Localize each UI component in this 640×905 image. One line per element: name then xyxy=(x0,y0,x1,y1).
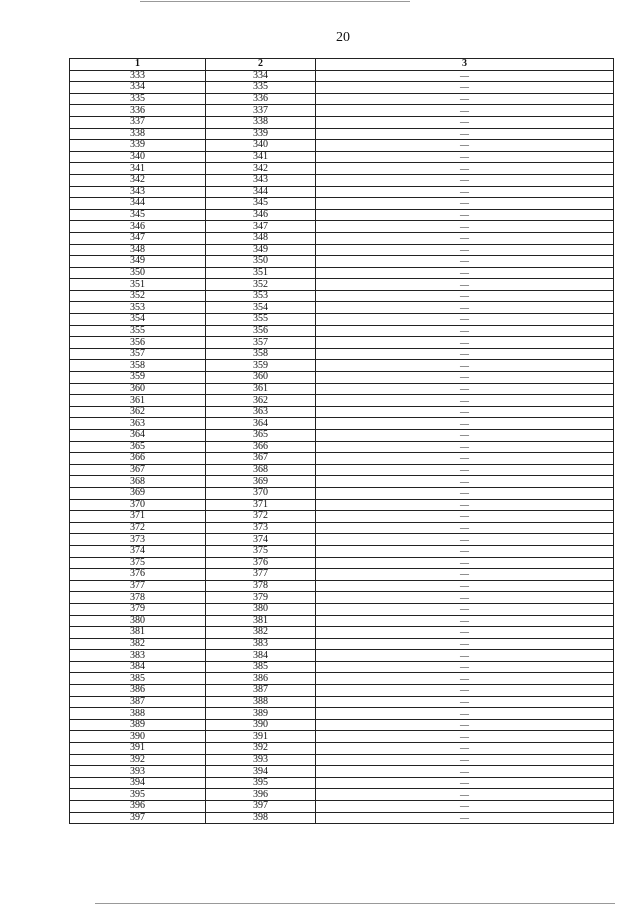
table-cell-col1: 368 xyxy=(70,476,206,488)
table-cell-col3: — xyxy=(316,743,614,755)
table-row xyxy=(70,638,614,650)
data-table xyxy=(69,58,614,824)
table-cell-col3: — xyxy=(316,615,614,627)
table-cell-col1: 350 xyxy=(70,267,206,279)
table-cell-col1: 385 xyxy=(70,673,206,685)
table-cell-col2: 392 xyxy=(206,743,316,755)
table-row xyxy=(70,522,614,534)
table-cell-col3: — xyxy=(316,650,614,662)
table-row xyxy=(70,719,614,731)
table-row xyxy=(70,603,614,615)
table-cell-col3: — xyxy=(316,580,614,592)
table-cell-col2: 371 xyxy=(206,499,316,511)
table-cell-col2: 397 xyxy=(206,801,316,813)
table-cell-col2: 375 xyxy=(206,545,316,557)
table-cell-col2: 365 xyxy=(206,430,316,442)
table-cell-col1: 389 xyxy=(70,719,206,731)
table-cell-col1: 362 xyxy=(70,406,206,418)
table-cell-col1: 335 xyxy=(70,93,206,105)
table-cell-col3: — xyxy=(316,256,614,268)
table-cell-col3: — xyxy=(316,128,614,140)
table-row xyxy=(70,232,614,244)
table-cell-col2: 369 xyxy=(206,476,316,488)
table-cell-col1: 384 xyxy=(70,661,206,673)
table-cell-col1: 397 xyxy=(70,812,206,824)
table-cell-col2: 341 xyxy=(206,151,316,163)
table-cell-col2: 342 xyxy=(206,163,316,175)
table-cell-col1: 342 xyxy=(70,174,206,186)
table-cell-col2: 366 xyxy=(206,441,316,453)
table-cell-col3: — xyxy=(316,302,614,314)
table-cell-col3: — xyxy=(316,186,614,198)
table-cell-col2: 352 xyxy=(206,279,316,291)
table-cell-col3: — xyxy=(316,545,614,557)
table-cell-col3: — xyxy=(316,453,614,465)
table-cell-col1: 370 xyxy=(70,499,206,511)
table-cell-col1: 390 xyxy=(70,731,206,743)
table-row xyxy=(70,708,614,720)
table-row xyxy=(70,615,614,627)
table-cell-col2: 370 xyxy=(206,487,316,499)
table-row xyxy=(70,186,614,198)
table-cell-col3: — xyxy=(316,314,614,326)
table-row xyxy=(70,128,614,140)
table-cell-col3: — xyxy=(316,511,614,523)
table-row xyxy=(70,267,614,279)
table-cell-col2: 340 xyxy=(206,140,316,152)
table-cell-col3: — xyxy=(316,592,614,604)
table-cell-col2: 368 xyxy=(206,464,316,476)
table-cell-col1: 383 xyxy=(70,650,206,662)
table-cell-col1: 387 xyxy=(70,696,206,708)
table-cell-col2: 374 xyxy=(206,534,316,546)
table-cell-col3: — xyxy=(316,441,614,453)
table-cell-col3: — xyxy=(316,105,614,117)
table-cell-col2: 381 xyxy=(206,615,316,627)
column-header-3: 3 xyxy=(316,59,614,71)
table-cell-col3: — xyxy=(316,534,614,546)
table-row xyxy=(70,279,614,291)
table-cell-col3: — xyxy=(316,673,614,685)
table-cell-col1: 396 xyxy=(70,801,206,813)
table-cell-col2: 383 xyxy=(206,638,316,650)
table-cell-col3: — xyxy=(316,696,614,708)
table-cell-col1: 364 xyxy=(70,430,206,442)
table-cell-col2: 347 xyxy=(206,221,316,233)
table-cell-col3: — xyxy=(316,638,614,650)
table-cell-col2: 335 xyxy=(206,82,316,94)
page-top-rule xyxy=(140,1,410,2)
table-cell-col2: 373 xyxy=(206,522,316,534)
table-cell-col1: 339 xyxy=(70,140,206,152)
table-cell-col1: 359 xyxy=(70,372,206,384)
table-cell-col2: 338 xyxy=(206,116,316,128)
table-cell-col2: 394 xyxy=(206,766,316,778)
table-cell-col2: 387 xyxy=(206,685,316,697)
data-table-container xyxy=(69,58,613,824)
table-cell-col2: 390 xyxy=(206,719,316,731)
table-cell-col2: 372 xyxy=(206,511,316,523)
table-cell-col3: — xyxy=(316,93,614,105)
table-cell-col2: 343 xyxy=(206,174,316,186)
table-row xyxy=(70,777,614,789)
table-cell-col3: — xyxy=(316,209,614,221)
table-row xyxy=(70,302,614,314)
table-cell-col1: 392 xyxy=(70,754,206,766)
table-row xyxy=(70,627,614,639)
table-cell-col1: 354 xyxy=(70,314,206,326)
table-cell-col1: 393 xyxy=(70,766,206,778)
table-cell-col2: 362 xyxy=(206,395,316,407)
table-cell-col3: — xyxy=(316,406,614,418)
table-row xyxy=(70,685,614,697)
table-row xyxy=(70,754,614,766)
table-cell-col2: 349 xyxy=(206,244,316,256)
table-row xyxy=(70,348,614,360)
table-header-row xyxy=(70,59,614,71)
table-row xyxy=(70,487,614,499)
table-cell-col3: — xyxy=(316,812,614,824)
table-cell-col1: 365 xyxy=(70,441,206,453)
table-row xyxy=(70,557,614,569)
table-cell-col2: 398 xyxy=(206,812,316,824)
table-row xyxy=(70,395,614,407)
table-cell-col1: 336 xyxy=(70,105,206,117)
column-header-1: 1 xyxy=(70,59,206,71)
table-cell-col2: 358 xyxy=(206,348,316,360)
table-cell-col3: — xyxy=(316,221,614,233)
table-cell-col1: 373 xyxy=(70,534,206,546)
table-cell-col2: 363 xyxy=(206,406,316,418)
table-cell-col1: 381 xyxy=(70,627,206,639)
table-cell-col1: 352 xyxy=(70,290,206,302)
table-row xyxy=(70,256,614,268)
table-row xyxy=(70,731,614,743)
table-cell-col1: 371 xyxy=(70,511,206,523)
table-cell-col2: 361 xyxy=(206,383,316,395)
table-row xyxy=(70,116,614,128)
table-row xyxy=(70,174,614,186)
table-cell-col2: 393 xyxy=(206,754,316,766)
table-cell-col2: 389 xyxy=(206,708,316,720)
table-cell-col2: 385 xyxy=(206,661,316,673)
table-cell-col1: 344 xyxy=(70,198,206,210)
table-row xyxy=(70,93,614,105)
table-row xyxy=(70,290,614,302)
table-cell-col3: — xyxy=(316,557,614,569)
table-cell-col2: 384 xyxy=(206,650,316,662)
page-number: 20 xyxy=(336,30,350,45)
table-cell-col1: 341 xyxy=(70,163,206,175)
table-cell-col2: 357 xyxy=(206,337,316,349)
table-row xyxy=(70,383,614,395)
table-cell-col1: 394 xyxy=(70,777,206,789)
table-cell-col3: — xyxy=(316,348,614,360)
table-row xyxy=(70,569,614,581)
table-cell-col3: — xyxy=(316,70,614,82)
table-row xyxy=(70,534,614,546)
table-cell-col3: — xyxy=(316,777,614,789)
table-cell-col3: — xyxy=(316,719,614,731)
table-cell-col1: 353 xyxy=(70,302,206,314)
table-cell-col1: 360 xyxy=(70,383,206,395)
table-cell-col3: — xyxy=(316,627,614,639)
table-cell-col2: 346 xyxy=(206,209,316,221)
table-cell-col1: 351 xyxy=(70,279,206,291)
table-cell-col1: 386 xyxy=(70,685,206,697)
table-cell-col3: — xyxy=(316,325,614,337)
table-cell-col2: 377 xyxy=(206,569,316,581)
table-cell-col3: — xyxy=(316,789,614,801)
table-cell-col3: — xyxy=(316,290,614,302)
table-row xyxy=(70,430,614,442)
table-cell-col3: — xyxy=(316,198,614,210)
table-cell-col1: 356 xyxy=(70,337,206,349)
table-row xyxy=(70,453,614,465)
table-cell-col3: — xyxy=(316,801,614,813)
table-cell-col1: 374 xyxy=(70,545,206,557)
table-cell-col1: 369 xyxy=(70,487,206,499)
table-cell-col1: 395 xyxy=(70,789,206,801)
table-cell-col3: — xyxy=(316,430,614,442)
table-cell-col1: 358 xyxy=(70,360,206,372)
table-cell-col2: 379 xyxy=(206,592,316,604)
table-cell-col3: — xyxy=(316,383,614,395)
table-row xyxy=(70,464,614,476)
table-row xyxy=(70,406,614,418)
table-cell-col2: 376 xyxy=(206,557,316,569)
table-cell-col2: 386 xyxy=(206,673,316,685)
table-row xyxy=(70,673,614,685)
table-row xyxy=(70,82,614,94)
table-cell-col2: 350 xyxy=(206,256,316,268)
table-cell-col3: — xyxy=(316,174,614,186)
table-cell-col3: — xyxy=(316,766,614,778)
table-cell-col3: — xyxy=(316,487,614,499)
table-row xyxy=(70,70,614,82)
table-cell-col1: 361 xyxy=(70,395,206,407)
table-row xyxy=(70,696,614,708)
table-cell-col1: 372 xyxy=(70,522,206,534)
table-row xyxy=(70,499,614,511)
table-cell-col1: 379 xyxy=(70,603,206,615)
table-row xyxy=(70,360,614,372)
table-cell-col3: — xyxy=(316,499,614,511)
table-body xyxy=(70,70,614,824)
table-cell-col2: 355 xyxy=(206,314,316,326)
table-cell-col3: — xyxy=(316,163,614,175)
table-cell-col2: 351 xyxy=(206,267,316,279)
table-cell-col1: 355 xyxy=(70,325,206,337)
table-cell-col2: 336 xyxy=(206,93,316,105)
table-cell-col3: — xyxy=(316,522,614,534)
table-row xyxy=(70,244,614,256)
table-row xyxy=(70,140,614,152)
table-row xyxy=(70,105,614,117)
table-cell-col2: 380 xyxy=(206,603,316,615)
table-cell-col3: — xyxy=(316,603,614,615)
table-cell-col3: — xyxy=(316,232,614,244)
table-cell-col1: 391 xyxy=(70,743,206,755)
table-row xyxy=(70,441,614,453)
table-cell-col1: 380 xyxy=(70,615,206,627)
table-cell-col2: 382 xyxy=(206,627,316,639)
table-cell-col2: 395 xyxy=(206,777,316,789)
table-row xyxy=(70,592,614,604)
table-cell-col1: 334 xyxy=(70,82,206,94)
table-row xyxy=(70,743,614,755)
table-cell-col3: — xyxy=(316,569,614,581)
table-cell-col2: 378 xyxy=(206,580,316,592)
table-cell-col1: 377 xyxy=(70,580,206,592)
table-cell-col2: 396 xyxy=(206,789,316,801)
table-row xyxy=(70,789,614,801)
table-cell-col1: 382 xyxy=(70,638,206,650)
table-row xyxy=(70,801,614,813)
table-cell-col3: — xyxy=(316,731,614,743)
table-cell-col3: — xyxy=(316,244,614,256)
table-row xyxy=(70,209,614,221)
table-row xyxy=(70,325,614,337)
table-cell-col3: — xyxy=(316,395,614,407)
table-cell-col3: — xyxy=(316,279,614,291)
table-cell-col2: 359 xyxy=(206,360,316,372)
table-cell-col2: 339 xyxy=(206,128,316,140)
table-cell-col1: 348 xyxy=(70,244,206,256)
table-cell-col3: — xyxy=(316,754,614,766)
table-row xyxy=(70,198,614,210)
table-cell-col1: 338 xyxy=(70,128,206,140)
table-cell-col1: 378 xyxy=(70,592,206,604)
table-cell-col1: 376 xyxy=(70,569,206,581)
table-row xyxy=(70,418,614,430)
column-header-2: 2 xyxy=(206,59,316,71)
table-cell-col1: 340 xyxy=(70,151,206,163)
table-cell-col2: 356 xyxy=(206,325,316,337)
table-row xyxy=(70,163,614,175)
table-cell-col2: 364 xyxy=(206,418,316,430)
table-cell-col2: 348 xyxy=(206,232,316,244)
table-row xyxy=(70,650,614,662)
table-cell-col2: 344 xyxy=(206,186,316,198)
table-row xyxy=(70,580,614,592)
table-cell-col1: 337 xyxy=(70,116,206,128)
table-row xyxy=(70,766,614,778)
table-cell-col3: — xyxy=(316,661,614,673)
table-row xyxy=(70,545,614,557)
table-cell-col2: 391 xyxy=(206,731,316,743)
table-cell-col1: 333 xyxy=(70,70,206,82)
table-row xyxy=(70,661,614,673)
table-cell-col1: 367 xyxy=(70,464,206,476)
table-cell-col1: 388 xyxy=(70,708,206,720)
table-cell-col1: 375 xyxy=(70,557,206,569)
table-row xyxy=(70,314,614,326)
table-cell-col3: — xyxy=(316,267,614,279)
table-cell-col2: 388 xyxy=(206,696,316,708)
table-cell-col2: 337 xyxy=(206,105,316,117)
table-cell-col3: — xyxy=(316,82,614,94)
table-cell-col3: — xyxy=(316,708,614,720)
table-cell-col1: 346 xyxy=(70,221,206,233)
table-row xyxy=(70,151,614,163)
table-cell-col2: 354 xyxy=(206,302,316,314)
table-cell-col3: — xyxy=(316,337,614,349)
table-row xyxy=(70,476,614,488)
table-cell-col3: — xyxy=(316,418,614,430)
table-row xyxy=(70,812,614,824)
table-cell-col3: — xyxy=(316,116,614,128)
table-cell-col3: — xyxy=(316,140,614,152)
table-cell-col1: 357 xyxy=(70,348,206,360)
table-cell-col3: — xyxy=(316,685,614,697)
table-cell-col3: — xyxy=(316,476,614,488)
table-cell-col2: 353 xyxy=(206,290,316,302)
table-row xyxy=(70,221,614,233)
table-row xyxy=(70,372,614,384)
table-cell-col1: 345 xyxy=(70,209,206,221)
table-row xyxy=(70,511,614,523)
table-cell-col2: 367 xyxy=(206,453,316,465)
table-row xyxy=(70,337,614,349)
page-bottom-rule xyxy=(95,903,615,904)
table-cell-col2: 360 xyxy=(206,372,316,384)
table-cell-col2: 334 xyxy=(206,70,316,82)
table-cell-col2: 345 xyxy=(206,198,316,210)
table-cell-col3: — xyxy=(316,151,614,163)
table-cell-col3: — xyxy=(316,464,614,476)
table-cell-col1: 347 xyxy=(70,232,206,244)
table-cell-col3: — xyxy=(316,360,614,372)
table-cell-col1: 366 xyxy=(70,453,206,465)
table-cell-col1: 363 xyxy=(70,418,206,430)
table-cell-col1: 343 xyxy=(70,186,206,198)
table-cell-col3: — xyxy=(316,372,614,384)
table-cell-col1: 349 xyxy=(70,256,206,268)
